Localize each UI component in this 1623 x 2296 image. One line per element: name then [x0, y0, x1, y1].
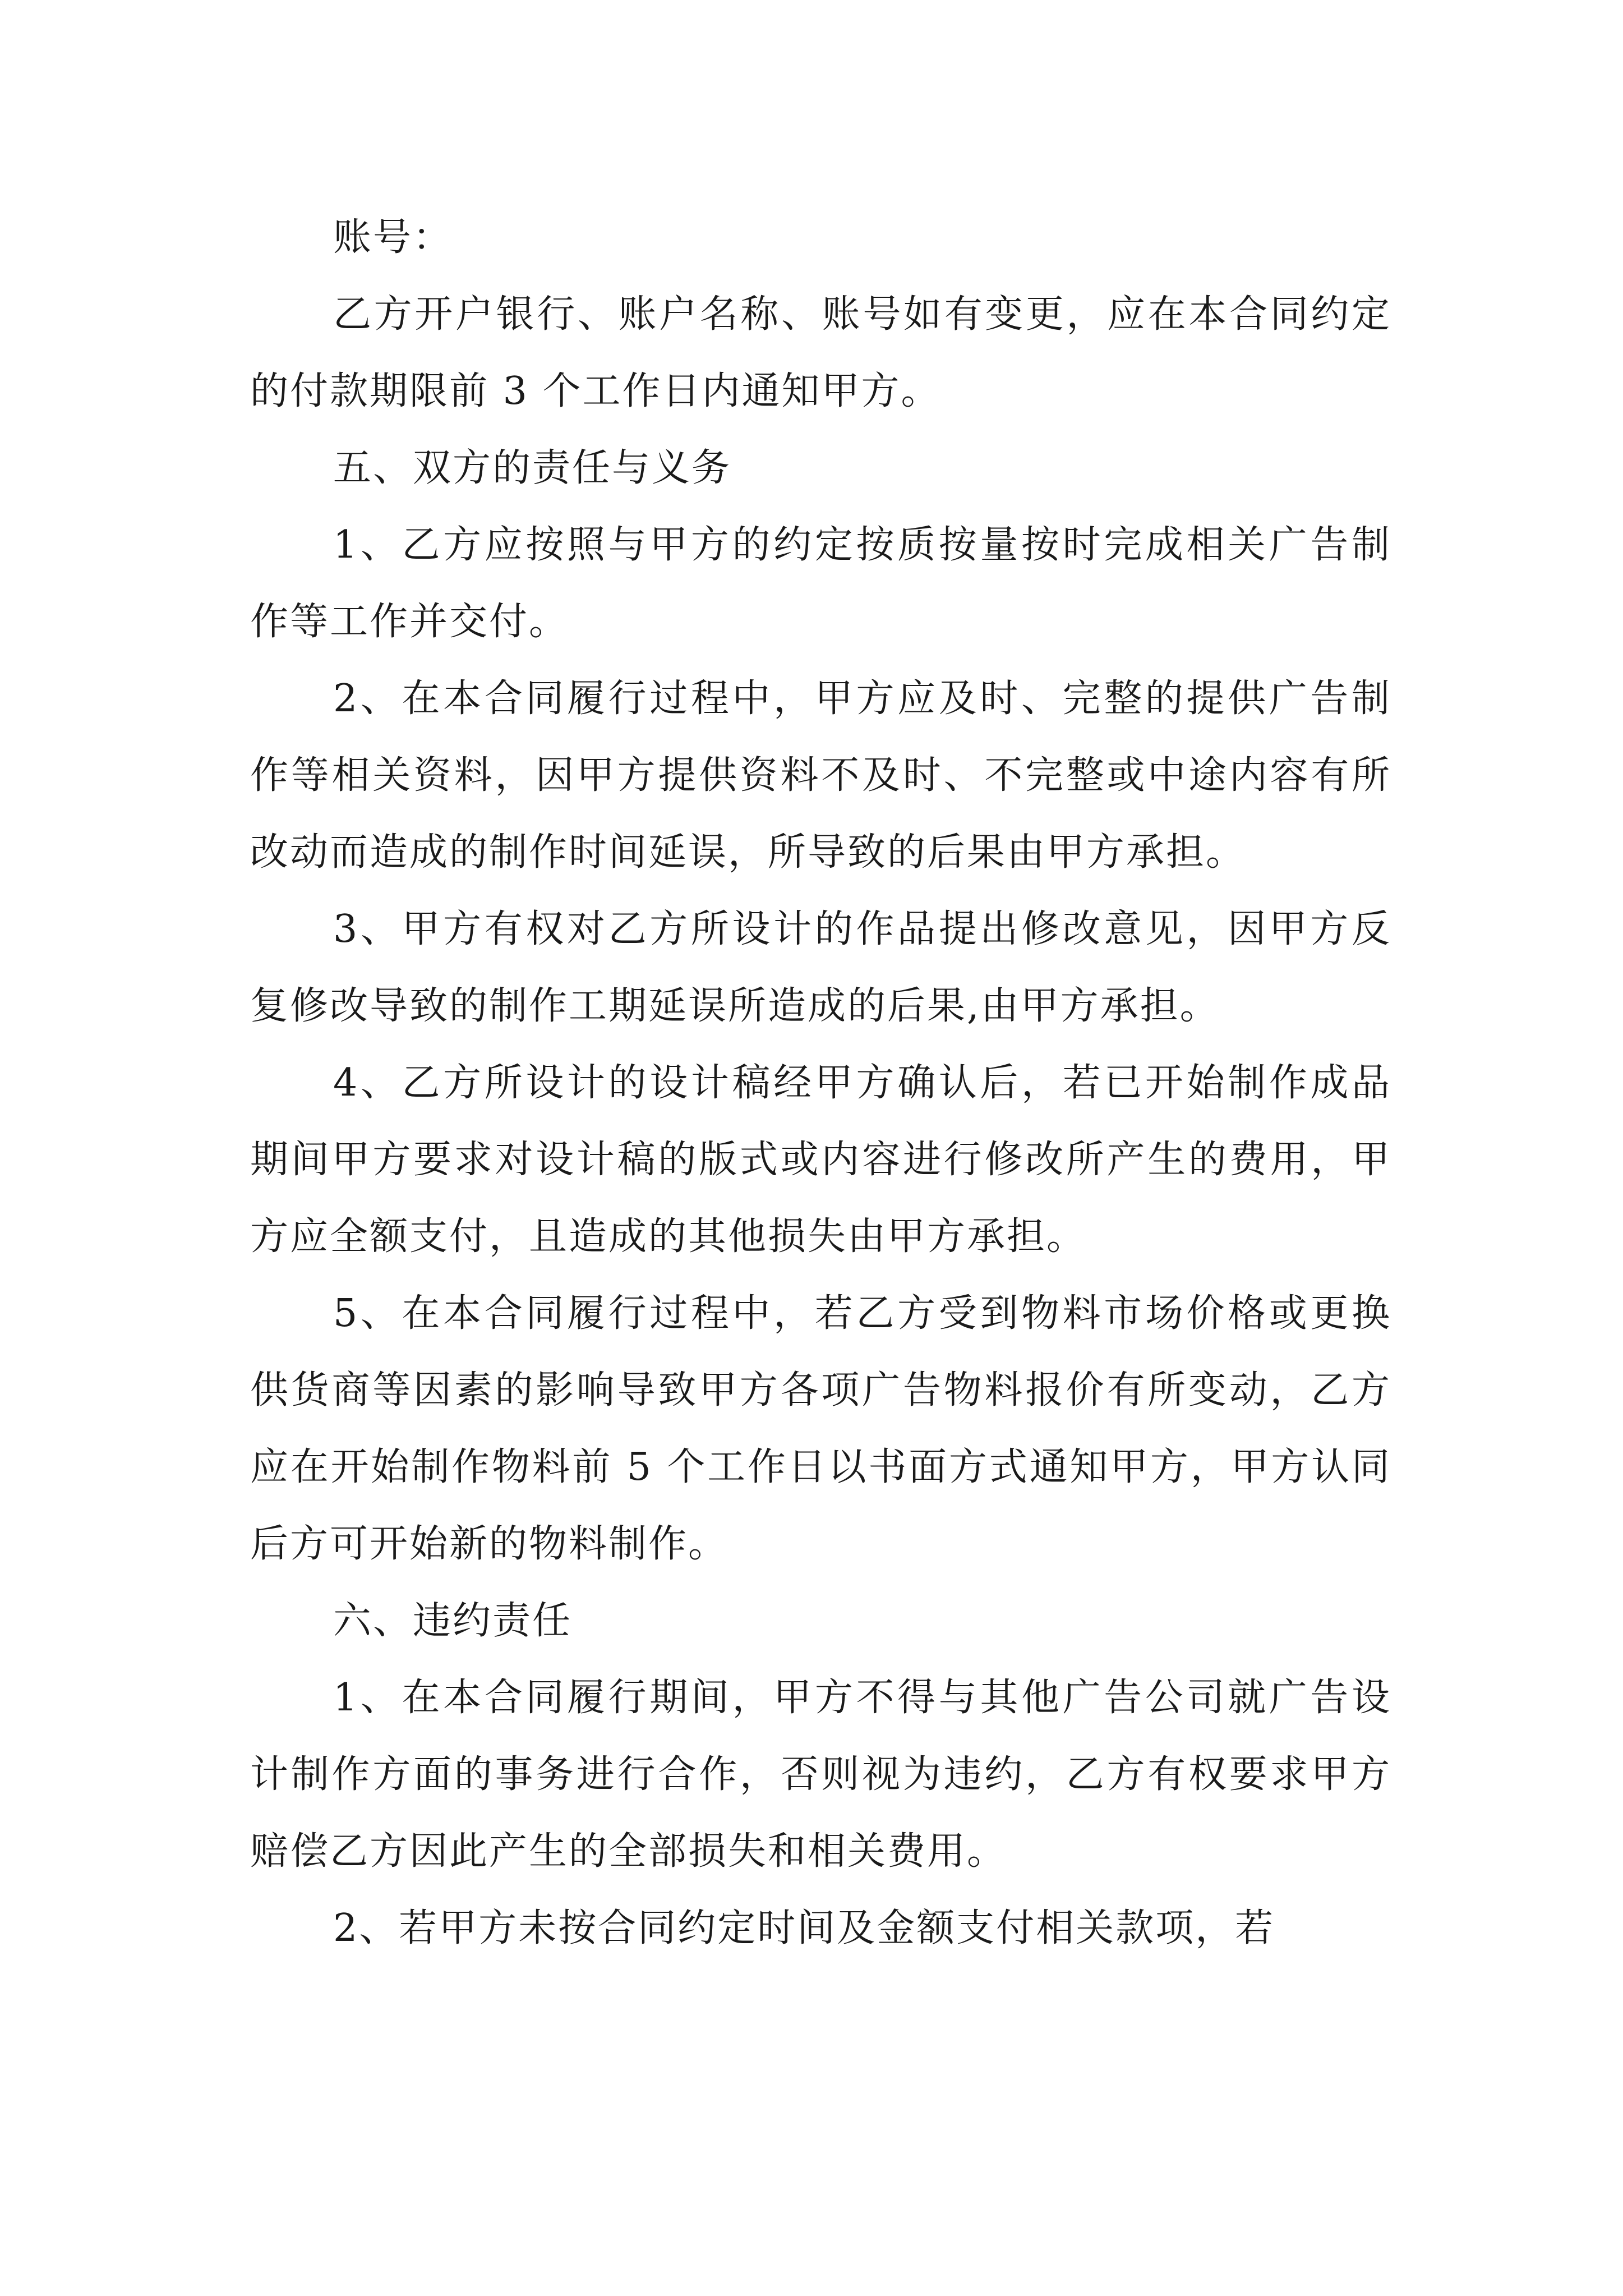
- breach-clause-1: 1、在本合同履行期间，甲方不得与其他广告公司就广告设计制作方面的事务进行合作，否则视为违约，乙方有权要求甲方赔偿乙方因此产生的全部损失和相关费用。: [250, 1676, 1391, 1874]
- responsibility-clause-5: 5、在本合同履行过程中，若乙方受到物料市场价格或更换供货商等因素的影响导致甲方各项广告物料报价有所变动，乙方应在开始制作物料前 5 个工作日以书面方式通知甲方，甲方认同后方可开始新的物料制作。: [250, 1291, 1391, 1566]
- contract-body: [250, 199, 1391, 1967]
- section-heading-responsibilities: 五、双方的责任与义务: [333, 446, 732, 490]
- breach-clause-2: 2、若甲方未按合同约定时间及金额支付相关款项，若: [333, 1906, 1275, 1950]
- section-heading-breach: 六、违约责任: [333, 1599, 573, 1643]
- responsibility-clause-2: 2、在本合同履行过程中，甲方应及时、完整的提供广告制作等相关资料，因甲方提供资料不及时、不完整或中途内容有所改动而造成的制作时间延误，所导致的后果由甲方承担。: [250, 677, 1391, 875]
- responsibility-clause-3: 3、甲方有权对乙方所设计的作品提出修改意见，因甲方反复修改导致的制作工期延误所造成的后果,由甲方承担。: [250, 907, 1391, 1028]
- bank-change-clause: 乙方开户银行、账户名称、账号如有变更，应在本合同约定的付款期限前 3 个工作日内通知甲方。: [250, 292, 1391, 413]
- responsibility-clause-1: 1、乙方应按照与甲方的约定按质按量按时完成相关广告制作等工作并交付。: [250, 523, 1391, 644]
- account-number-line: 账号：: [333, 215, 453, 260]
- responsibility-clause-4: 4、乙方所设计的设计稿经甲方确认后，若已开始制作成品期间甲方要求对设计稿的版式或内容进行修改所产生的费用，甲方应全额支付，且造成的其他损失由甲方承担。: [250, 1061, 1391, 1259]
